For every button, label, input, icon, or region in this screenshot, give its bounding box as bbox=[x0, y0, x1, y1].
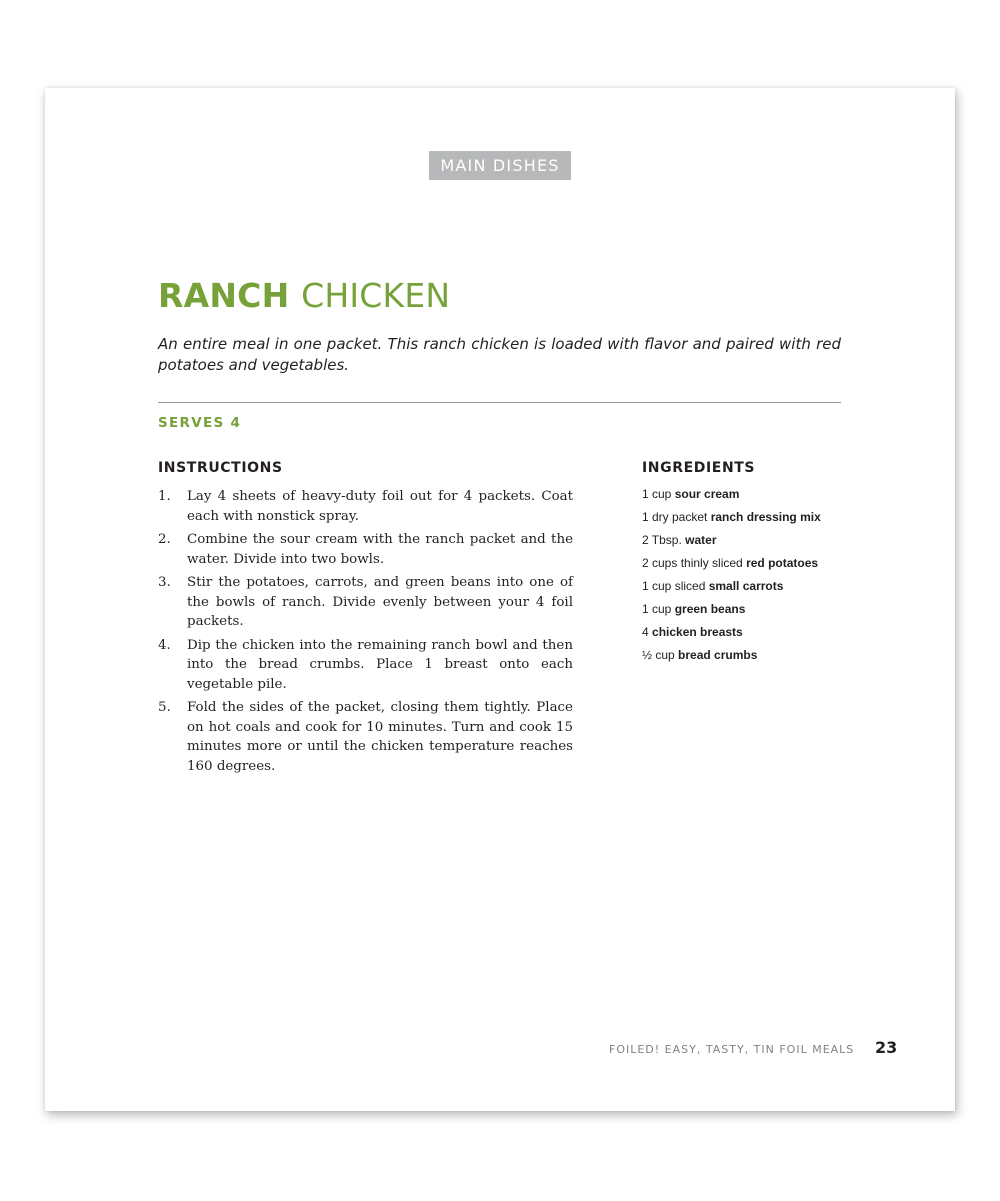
ingredient-item bbox=[642, 533, 862, 548]
step-number: 5. bbox=[158, 700, 171, 715]
instructions-list bbox=[158, 487, 573, 776]
instruction-step bbox=[158, 636, 573, 695]
ingredients-heading: INGREDIENTS bbox=[642, 460, 756, 476]
ingredient-name: small carrots bbox=[708, 579, 784, 593]
ingredient-quantity: 1 dry packet bbox=[642, 510, 711, 524]
ingredient-item bbox=[642, 579, 862, 594]
ingredient-name: bread crumbs bbox=[678, 648, 758, 662]
ingredient-quantity: 1 cup sliced bbox=[642, 579, 709, 593]
ingredient-quantity: 1 cup bbox=[642, 602, 675, 616]
ingredients-section bbox=[642, 459, 862, 671]
ingredient-quantity: 4 bbox=[642, 625, 653, 639]
step-text: Stir the potatoes, carrots, and green beans into one of the bowls of ranch. Divide evenly between your 4 foil packets. bbox=[187, 575, 573, 629]
step-number: 3. bbox=[158, 575, 171, 590]
instruction-step bbox=[158, 698, 573, 776]
ingredient-item bbox=[642, 487, 862, 502]
step-text: Dip the chicken into the remaining ranch bowl and then into the bread crumbs. Place 1 breast onto each vegetable pile. bbox=[187, 637, 573, 692]
instructions-section bbox=[158, 459, 573, 780]
instruction-step bbox=[158, 530, 573, 569]
section-badge: MAIN DISHES bbox=[429, 151, 571, 180]
step-number: 1. bbox=[158, 489, 171, 504]
ingredients-list bbox=[642, 487, 862, 663]
ingredient-quantity: 1 cup bbox=[642, 487, 675, 501]
ingredient-name: chicken breasts bbox=[652, 625, 743, 639]
step-number: 2. bbox=[158, 532, 171, 547]
recipe-title-bold: RANCH bbox=[158, 276, 290, 315]
step-text: Combine the sour cream with the ranch packet and the water. Divide into two bowls. bbox=[187, 532, 573, 567]
instructions-heading: INSTRUCTIONS bbox=[158, 460, 283, 476]
step-number: 4. bbox=[158, 637, 171, 653]
step-text: Fold the sides of the packet, closing them tightly. Place on hot coals and cook for 10 minutes. Turn and cook 15 minutes more or until the chicken temperature reaches 160 degrees. bbox=[187, 700, 573, 774]
ingredient-item bbox=[642, 556, 862, 571]
ingredient-name: sour cream bbox=[674, 487, 740, 501]
ingredient-item bbox=[642, 625, 862, 640]
ingredient-name: red potatoes bbox=[746, 556, 819, 570]
ingredient-item bbox=[642, 648, 862, 663]
ingredient-name: ranch dressing mix bbox=[710, 510, 821, 524]
ingredient-item bbox=[642, 510, 862, 525]
book-title-footer: FOILED! EASY, TASTY, TIN FOIL MEALS bbox=[609, 1043, 855, 1056]
divider-rule bbox=[158, 402, 841, 403]
ingredient-item bbox=[642, 602, 862, 617]
ingredient-quantity: 2 cups thinly sliced bbox=[642, 556, 747, 570]
ingredient-quantity: 2 Tbsp. bbox=[642, 533, 686, 547]
serves-label: SERVES 4 bbox=[158, 415, 242, 431]
recipe-title bbox=[158, 274, 450, 318]
step-text: Lay 4 sheets of heavy-duty foil out for 4 packets. Coat each with nonstick spray. bbox=[187, 489, 573, 524]
book-page bbox=[45, 88, 955, 1111]
recipe-intro: An entire meal in one packet. This ranch chicken is loaded with flavor and paired with red potatoes and vegetables. bbox=[158, 335, 841, 374]
recipe-title-light: CHICKEN bbox=[301, 276, 451, 315]
ingredient-name: green beans bbox=[674, 602, 746, 616]
instruction-step bbox=[158, 487, 573, 526]
ingredient-name: water bbox=[685, 533, 717, 547]
page-number: 23 bbox=[875, 1038, 898, 1057]
instruction-step bbox=[158, 573, 573, 632]
ingredient-quantity: ½ cup bbox=[642, 648, 679, 662]
